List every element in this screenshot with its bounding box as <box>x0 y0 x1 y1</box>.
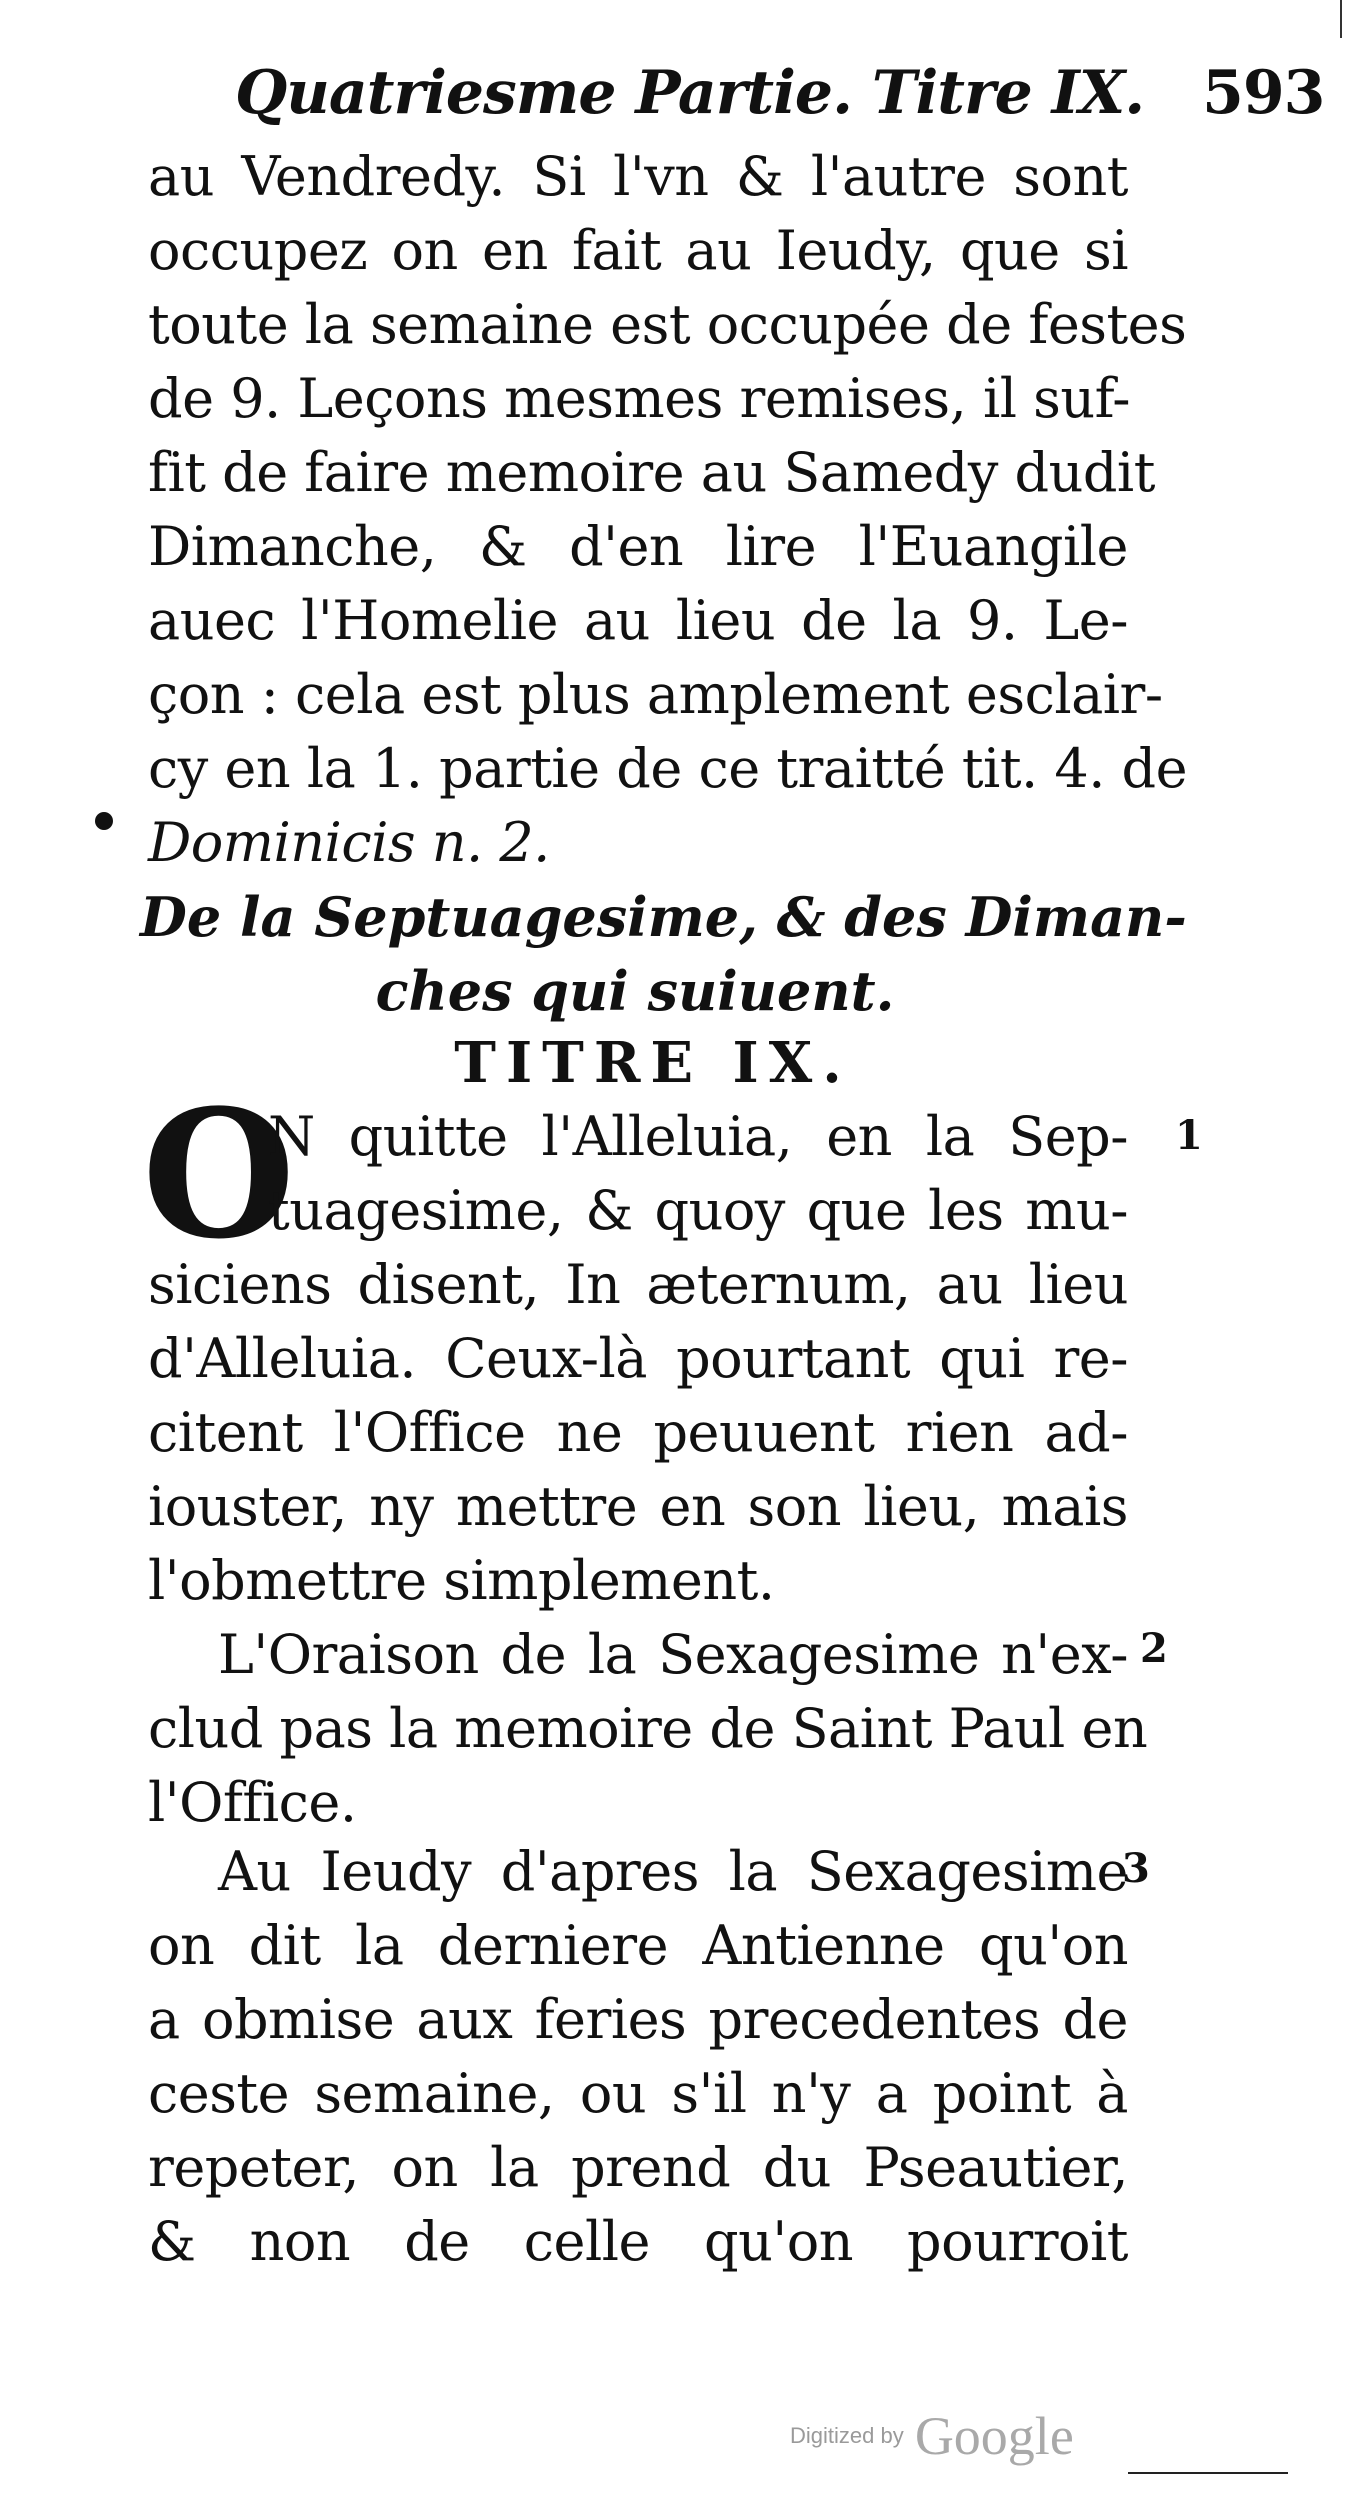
page-number: 593 <box>1202 58 1325 128</box>
text-line: çon : cela est plus amplement esclair- <box>148 663 1163 726</box>
text-line: ceste semaine, ou s'il n'y a point à <box>148 2062 1128 2125</box>
digitized-watermark <box>790 2405 1074 2467</box>
running-head-title: Quatriesme Partie. Titre IX. <box>235 58 1145 128</box>
drop-cap: O <box>142 1071 296 1278</box>
text-line: citent l'Office ne peuuent rien ad- <box>148 1401 1128 1464</box>
margin-number-3: 3 <box>1122 1845 1150 1892</box>
margin-bullet-icon <box>95 812 113 830</box>
paragraph-2 <box>148 1618 1148 1840</box>
text-line: a obmise aux feries precedentes de <box>148 1988 1128 2051</box>
text-line: Dominicis n. 2. <box>148 811 550 874</box>
text-line: au Vendredy. Si l'vn & l'autre sont <box>148 145 1128 208</box>
google-logo: Google <box>914 2406 1074 2466</box>
section-heading-line1: De la Septuagesime, & des Diman- <box>140 885 1187 949</box>
text-line: Dimanche, & d'en lire l'Euangile <box>148 515 1128 578</box>
text-line: on dit la derniere Antienne qu'on <box>148 1914 1128 1977</box>
top-paragraph <box>148 140 1188 880</box>
text-line: tuagesime, & quoy que les mu- <box>268 1179 1128 1242</box>
margin-number-1: 1 <box>1175 1112 1203 1159</box>
text-line: l'Office. <box>148 1771 357 1834</box>
text-line: L'Oraison de la Sexagesime n'ex- <box>218 1623 1128 1686</box>
text-line: de 9. Leçons mesmes remises, il suf- <box>148 367 1130 430</box>
running-head <box>235 58 1325 128</box>
paragraph-1 <box>148 1100 1128 1618</box>
text-line: auec l'Homelie au lieu de la 9. Le- <box>148 589 1128 652</box>
text-line: d'Alleluia. Ceux-là pourtant qui re- <box>148 1327 1128 1390</box>
text-line: fit de faire memoire au Samedy dudit <box>148 441 1155 504</box>
text-line: clud pas la memoire de Saint Paul en <box>148 1697 1148 1760</box>
text-line: cy en la 1. partie de ce traitté tit. 4. de <box>148 737 1188 800</box>
section-heading-line2: ches qui suiuent. <box>375 959 895 1023</box>
watermark-prefix: Digitized by <box>790 2423 904 2448</box>
text-line: siciens disent, In æternum, au lieu <box>148 1253 1128 1316</box>
text-line: & non de celle qu'on pourroit <box>148 2210 1128 2273</box>
text-line: Au Ieudy d'apres la Sexagesime <box>218 1840 1128 1903</box>
text-line: iouster, ny mettre en son lieu, mais <box>148 1475 1128 1538</box>
text-line: toute la semaine est occupée de festes <box>148 293 1187 356</box>
page-edge-mark <box>1340 0 1342 38</box>
margin-number-2: 2 <box>1140 1625 1168 1672</box>
section-heading <box>140 880 1187 1028</box>
paragraph-3 <box>148 1835 1128 2279</box>
text-line: repeter, on la prend du Pseautier, <box>148 2136 1128 2199</box>
text-line: N quitte l'Alleluia, en la Sep- <box>268 1105 1128 1168</box>
titre-heading: TITRE IX. <box>454 1030 852 1096</box>
text-line: occupez on en fait au Ieudy, que si <box>148 219 1128 282</box>
text-line: l'obmettre simplement. <box>148 1549 775 1612</box>
bottom-rule <box>1128 2472 1288 2474</box>
